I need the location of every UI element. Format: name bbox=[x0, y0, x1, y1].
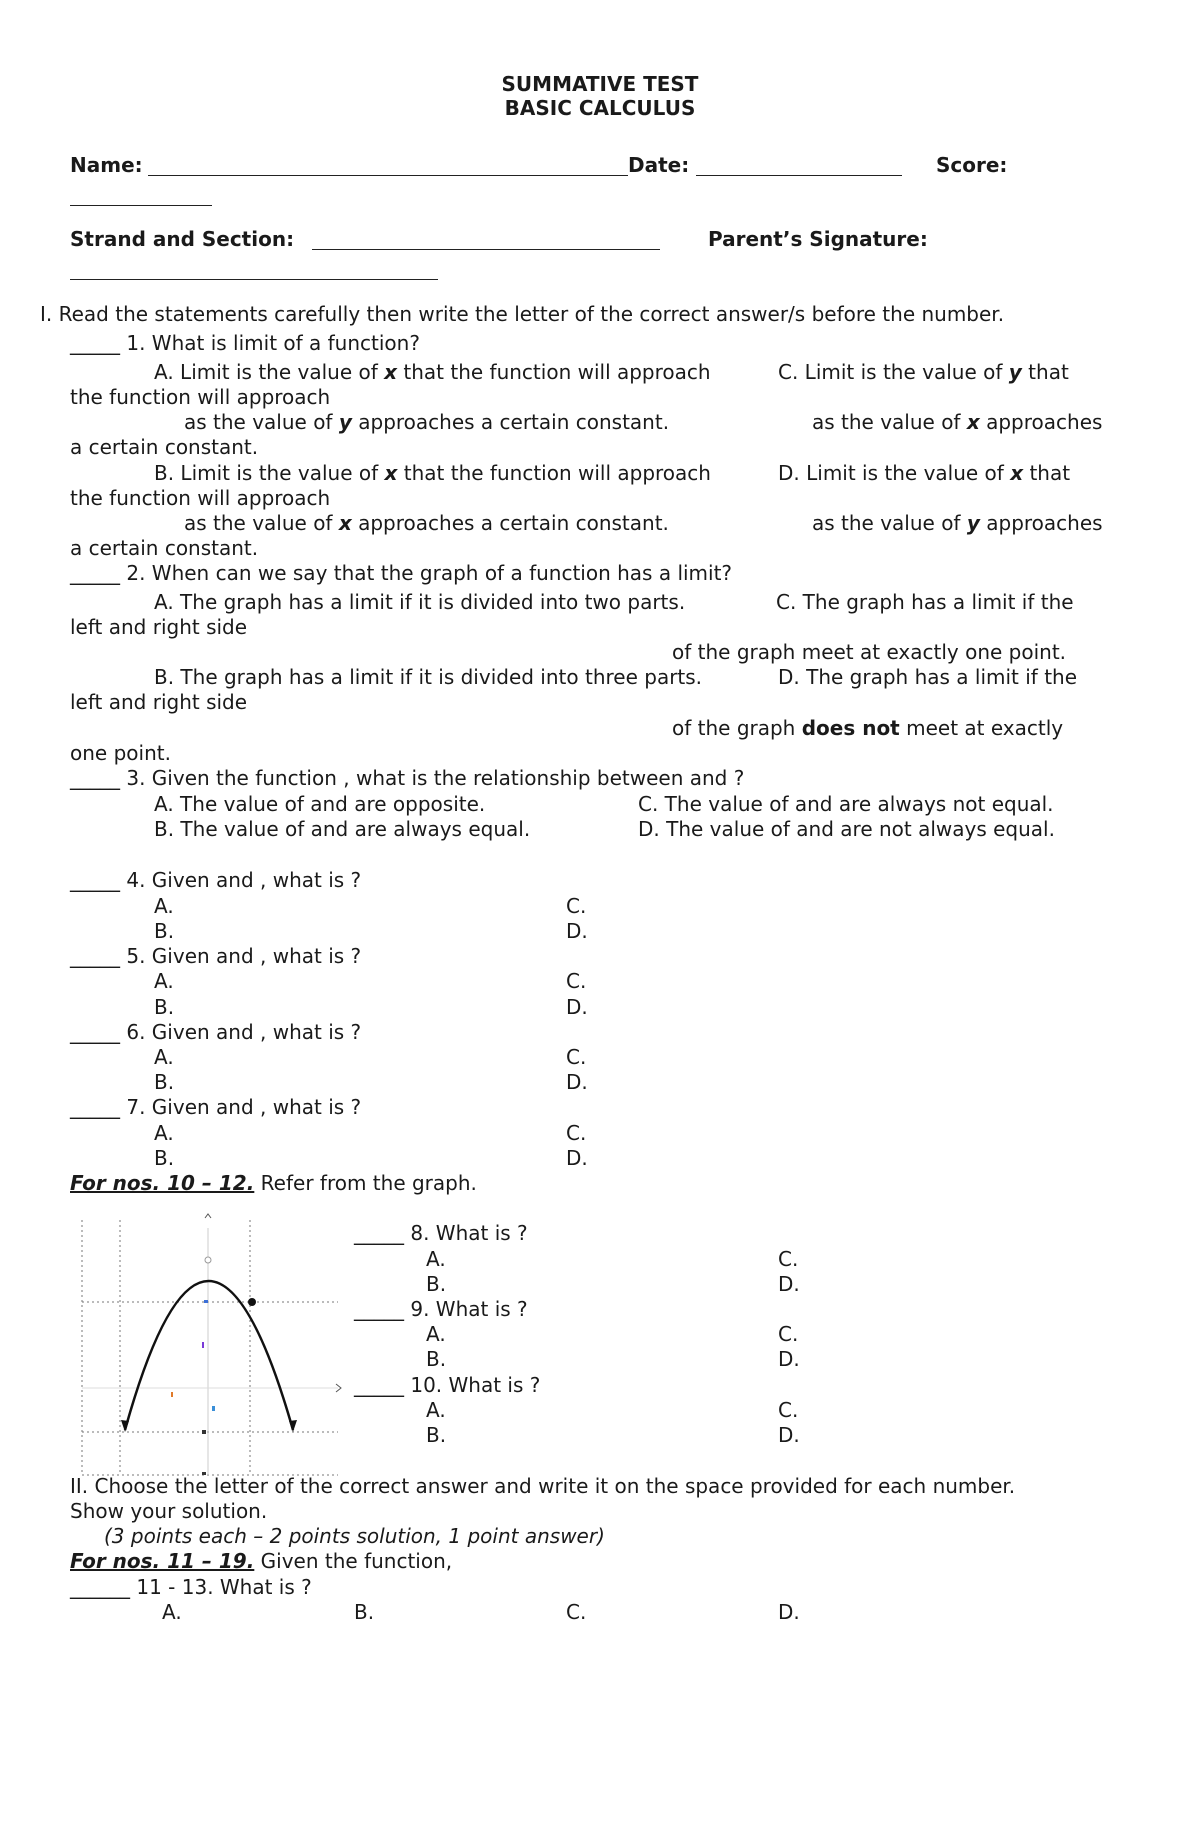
q5-option-c: C. bbox=[566, 969, 587, 993]
q7-option-c: C. bbox=[566, 1121, 587, 1145]
right-arrowhead bbox=[289, 1420, 297, 1432]
q3-option-c: C. The value of and are always not equal. bbox=[638, 792, 1054, 816]
tick-mark bbox=[204, 1300, 208, 1303]
q6-option-b: B. bbox=[154, 1070, 175, 1094]
date-label: Date: bbox=[628, 153, 690, 177]
tick-mark bbox=[202, 1430, 206, 1434]
answer-blank[interactable]: _____ bbox=[70, 944, 120, 968]
q1-option-d-wrap2: a certain constant. bbox=[70, 536, 259, 560]
graph-note: For nos. 10 – 12. Refer from the graph. bbox=[70, 1171, 477, 1195]
answer-blank[interactable]: _____ bbox=[354, 1221, 404, 1245]
question-10: _____ 10. What is ? bbox=[354, 1373, 541, 1397]
part1-instruction: I. Read the statements carefully then write the letter of the correct answer/s before the number. bbox=[40, 302, 1005, 326]
strand-line[interactable] bbox=[312, 249, 660, 250]
question-4: _____ 4. Given and , what is ? bbox=[70, 868, 362, 892]
name-line[interactable] bbox=[148, 175, 628, 176]
q2-option-d-wrap: left and right side bbox=[70, 690, 248, 714]
q1-option-d: D. Limit is the value of x that bbox=[778, 461, 1071, 485]
date-line[interactable] bbox=[696, 175, 902, 176]
page-title: SUMMATIVE TEST bbox=[501, 72, 699, 96]
part2-instruction-cont: Show your solution. bbox=[70, 1499, 268, 1523]
question-6: _____ 6. Given and , what is ? bbox=[70, 1020, 362, 1044]
question-7: _____ 7. Given and , what is ? bbox=[70, 1095, 362, 1119]
q5-option-a: A. bbox=[154, 969, 174, 993]
q1-option-c: C. Limit is the value of y that bbox=[778, 360, 1069, 384]
q8-option-a: A. bbox=[426, 1247, 446, 1271]
q10-option-a: A. bbox=[426, 1398, 446, 1422]
y-axis-arrow bbox=[205, 1214, 211, 1218]
q2-option-d-wrap2: one point. bbox=[70, 741, 171, 765]
q2-option-a: A. The graph has a limit if it is divided into two parts. bbox=[154, 590, 686, 614]
q7-option-b: B. bbox=[154, 1146, 175, 1170]
q2-option-c: C. The graph has a limit if the bbox=[776, 590, 1074, 614]
answer-blank[interactable]: _____ bbox=[70, 1095, 120, 1119]
q3-option-b: B. The value of and are always equal. bbox=[154, 817, 531, 841]
q4-option-a: A. bbox=[154, 894, 174, 918]
q4-option-b: B. bbox=[154, 919, 175, 943]
tick-mark bbox=[171, 1392, 173, 1397]
q9-option-d: D. bbox=[778, 1347, 800, 1371]
q1-option-c-wrap2: a certain constant. bbox=[70, 435, 259, 459]
question-1: _____ 1. What is limit of a function? bbox=[70, 331, 420, 355]
parabola-curve bbox=[125, 1281, 293, 1430]
q3-option-d: D. The value of and are not always equal. bbox=[638, 817, 1055, 841]
q2-option-c-wrap: left and right side bbox=[70, 615, 248, 639]
page-subtitle: BASIC CALCULUS bbox=[504, 96, 696, 120]
q8-option-d: D. bbox=[778, 1272, 800, 1296]
part2-instruction: II. Choose the letter of the correct answer and write it on the space provided for each number. bbox=[70, 1474, 1016, 1498]
answer-blank[interactable]: _____ bbox=[70, 331, 120, 355]
q1-option-b: B. Limit is the value of x that the function will approach bbox=[154, 461, 711, 485]
tick-mark bbox=[212, 1406, 215, 1411]
q11-option-d: D. bbox=[778, 1600, 800, 1624]
q10-option-d: D. bbox=[778, 1423, 800, 1447]
q4-option-d: D. bbox=[566, 919, 588, 943]
parabola-graph bbox=[76, 1210, 346, 1478]
score-label: Score: bbox=[936, 153, 1008, 177]
answer-blank[interactable]: _____ bbox=[354, 1297, 404, 1321]
question-3: _____ 3. Given the function , what is the relationship between and ? bbox=[70, 766, 745, 790]
q9-option-a: A. bbox=[426, 1322, 446, 1346]
q2-option-b: B. The graph has a limit if it is divided into three parts. bbox=[154, 665, 703, 689]
q2-option-d-cont: of the graph does not meet at exactly bbox=[672, 716, 1064, 740]
signature-label: Parent’s Signature: bbox=[708, 227, 928, 251]
answer-blank[interactable]: _____ bbox=[70, 766, 120, 790]
strand-label: Strand and Section: bbox=[70, 227, 295, 251]
q1-option-a-cont: as the value of y approaches a certain constant. bbox=[184, 410, 670, 434]
question-5: _____ 5. Given and , what is ? bbox=[70, 944, 362, 968]
q9-option-c: C. bbox=[778, 1322, 799, 1346]
answer-blank[interactable]: _____ bbox=[70, 868, 120, 892]
open-point bbox=[205, 1257, 211, 1263]
q1-option-c-cont: as the value of x approaches bbox=[812, 410, 1103, 434]
tick-mark bbox=[202, 1342, 204, 1348]
q11-option-b: B. bbox=[354, 1600, 375, 1624]
q2-option-d: D. The graph has a limit if the bbox=[778, 665, 1078, 689]
question-9: _____ 9. What is ? bbox=[354, 1297, 528, 1321]
question-2: _____ 2. When can we say that the graph of a function has a limit? bbox=[70, 561, 733, 585]
answer-blank[interactable]: _____ bbox=[70, 1020, 120, 1044]
q11-option-a: A. bbox=[162, 1600, 182, 1624]
q5-option-d: D. bbox=[566, 995, 588, 1019]
question-8: _____ 8. What is ? bbox=[354, 1221, 528, 1245]
q10-option-b: B. bbox=[426, 1423, 447, 1447]
q7-option-d: D. bbox=[566, 1146, 588, 1170]
q8-option-b: B. bbox=[426, 1272, 447, 1296]
q3-option-a: A. The value of and are opposite. bbox=[154, 792, 486, 816]
q9-option-b: B. bbox=[426, 1347, 447, 1371]
q1-option-d-cont: as the value of y approaches bbox=[812, 511, 1103, 535]
q6-option-d: D. bbox=[566, 1070, 588, 1094]
q4-option-c: C. bbox=[566, 894, 587, 918]
name-label: Name: bbox=[70, 153, 143, 177]
left-arrowhead bbox=[121, 1420, 129, 1432]
answer-blank[interactable]: _____ bbox=[354, 1373, 404, 1397]
q2-option-c-cont: of the graph meet at exactly one point. bbox=[672, 640, 1067, 664]
answer-blank[interactable]: _____ bbox=[70, 561, 120, 585]
q6-option-c: C. bbox=[566, 1045, 587, 1069]
q1-option-a: A. Limit is the value of x that the function will approach bbox=[154, 360, 711, 384]
q5-option-b: B. bbox=[154, 995, 175, 1019]
answer-blank[interactable]: _ bbox=[70, 1575, 80, 1599]
q8-option-c: C. bbox=[778, 1247, 799, 1271]
part2-note: For nos. 11 – 19. Given the function, bbox=[70, 1549, 453, 1573]
filled-point bbox=[248, 1298, 256, 1306]
points-note: (3 points each – 2 points solution, 1 point answer) bbox=[104, 1524, 605, 1548]
score-line[interactable] bbox=[70, 205, 212, 206]
question-11: ______ 11 - 13. What is ? bbox=[70, 1575, 312, 1599]
q6-option-a: A. bbox=[154, 1045, 174, 1069]
q10-option-c: C. bbox=[778, 1398, 799, 1422]
q1-option-b-cont: as the value of x approaches a certain constant. bbox=[184, 511, 669, 535]
signature-line[interactable] bbox=[70, 279, 438, 280]
q1-option-c-wrap: the function will approach bbox=[70, 385, 331, 409]
q11-option-c: C. bbox=[566, 1600, 587, 1624]
q1-option-d-wrap: the function will approach bbox=[70, 486, 331, 510]
q7-option-a: A. bbox=[154, 1121, 174, 1145]
answer-blank[interactable]: _____ bbox=[80, 1575, 130, 1599]
